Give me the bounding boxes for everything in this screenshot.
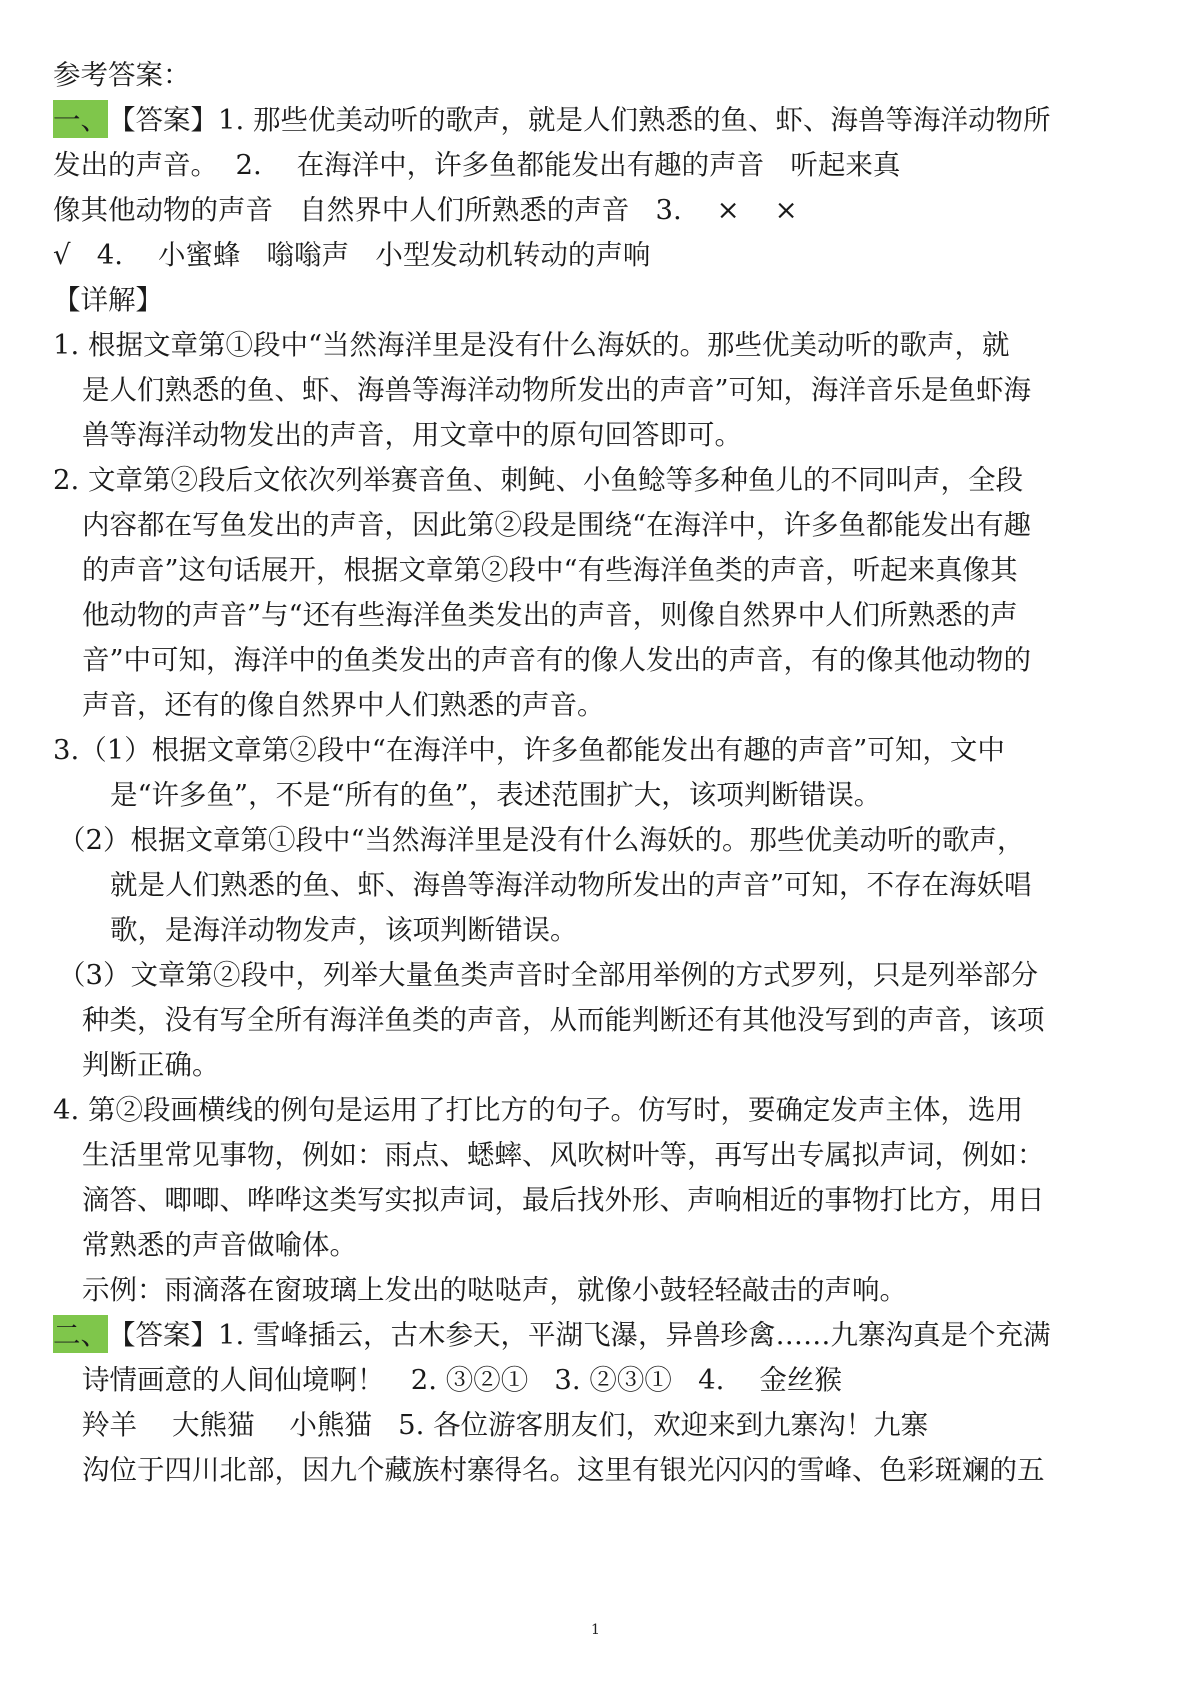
explanation-1-line-3: 兽等海洋动物发出的声音，用文章中的原句回答即可。 <box>82 419 742 451</box>
explanation-4-line-2: 生活里常见事物，例如：雨点、蟋蟀、风吹树叶等，再写出专属拟声词，例如： <box>82 1139 1045 1171</box>
explanation-3-3-line-3: 判断正确。 <box>82 1049 220 1081</box>
section-2-answer-line-3: 羚羊 大熊猫 小熊猫 5. 各位游客朋友们，欢迎来到九寨沟！九寨 <box>82 1409 929 1441</box>
section-1-label: 一、 <box>53 100 108 138</box>
section-1-answer-line-2: 发出的声音。 2. 在海洋中，许多鱼都能发出有趣的声音 听起来真 <box>53 149 901 181</box>
section-2-answer-line-2: 诗情画意的人间仙境啊！ 2. ③②① 3. ②③① 4. 金丝猴 <box>82 1364 842 1396</box>
explanation-2-line-6: 声音，还有的像自然界中人们熟悉的声音。 <box>82 689 605 721</box>
explanation-2-line-3: 的声音”这句话展开，根据文章第②段中“有些海洋鱼类的声音，听起来真像其 <box>82 554 1018 586</box>
section-2-text: 【答案】1. 雪峰插云，古木参天，平湖飞瀑，异兽珍禽……九寨沟真是个充满 <box>108 1319 1051 1351</box>
explanation-3-3-line-2: 种类，没有写全所有海洋鱼类的声音，从而能判断还有其他没写到的声音，该项 <box>82 1004 1045 1036</box>
section-2-answer-line-4: 沟位于四川北部，因九个藏族村寨得名。这里有银光闪闪的雪峰、色彩斑斓的五 <box>82 1454 1045 1486</box>
explanation-4-line-1: 4. 第②段画横线的例句是运用了打比方的句子。仿写时，要确定发声主体，选用 <box>53 1094 1023 1126</box>
explanation-2-line-5: 音”中可知，海洋中的鱼类发出的声音有的像人发出的声音，有的像其他动物的 <box>82 644 1032 676</box>
example-sentence: 示例：雨滴落在窗玻璃上发出的哒哒声，就像小鼓轻轻敲击的声响。 <box>82 1274 907 1306</box>
explanation-3-2-line-1: （2）根据文章第①段中“当然海洋里是没有什么海妖的。那些优美动听的歌声， <box>58 824 1025 856</box>
section-1-answer-line-4: √ 4. 小蜜蜂 嗡嗡声 小型发动机转动的声响 <box>53 239 651 271</box>
explanation-2-line-2: 内容都在写鱼发出的声音，因此第②段是围绕“在海洋中，许多鱼都能发出有趣 <box>82 509 1032 541</box>
section-1-answer-line-1 <box>53 98 1050 142</box>
section-1-answer-line-3: 像其他动物的声音 自然界中人们所熟悉的声音 3. × × <box>53 194 798 226</box>
explanation-1-line-1: 1. 根据文章第①段中“当然海洋里是没有什么海妖的。那些优美动听的歌声，就 <box>53 329 1010 361</box>
section-2-answer-line-1 <box>53 1313 1050 1357</box>
explanation-2-line-4: 他动物的声音”与“还有些海洋鱼类发出的声音，则像自然界中人们所熟悉的声 <box>82 599 1018 631</box>
explanation-3-1-line-2: 是“许多鱼”，不是“所有的鱼”，表述范围扩大，该项判断错误。 <box>110 779 882 811</box>
explanation-4-line-4: 常熟悉的声音做喻体。 <box>82 1229 357 1261</box>
explanation-2-line-1: 2. 文章第②段后文依次列举赛音鱼、刺鲀、小鱼鲶等多种鱼儿的不同叫声，全段 <box>53 464 1023 496</box>
section-2-label: 二、 <box>53 1315 108 1353</box>
explanation-1-line-2: 是人们熟悉的鱼、虾、海兽等海洋动物所发出的声音”可知，海洋音乐是鱼虾海 <box>82 374 1032 406</box>
explanation-3-2-line-2: 就是人们熟悉的鱼、虾、海兽等海洋动物所发出的声音”可知，不存在海妖唱 <box>110 869 1032 901</box>
section-1-explanation-heading: 【详解】 <box>53 284 163 316</box>
answers-title: 参考答案： <box>53 59 191 91</box>
explanation-3-3-line-1: （3）文章第②段中，列举大量鱼类声音时全部用举例的方式罗列，只是列举部分 <box>58 959 1038 991</box>
page-number: 1 <box>591 1622 600 1638</box>
section-1-text: 【答案】1. 那些优美动听的歌声，就是人们熟悉的鱼、虾、海兽等海洋动物所 <box>108 104 1051 136</box>
explanation-4-line-3: 滴答、唧唧、哗哗这类写实拟声词，最后找外形、声响相近的事物打比方，用日 <box>82 1184 1045 1216</box>
explanation-3-2-line-3: 歌，是海洋动物发声，该项判断错误。 <box>110 914 578 946</box>
explanation-3-1-line-1: 3.（1）根据文章第②段中“在海洋中，许多鱼都能发出有趣的声音”可知，文中 <box>53 734 1005 766</box>
